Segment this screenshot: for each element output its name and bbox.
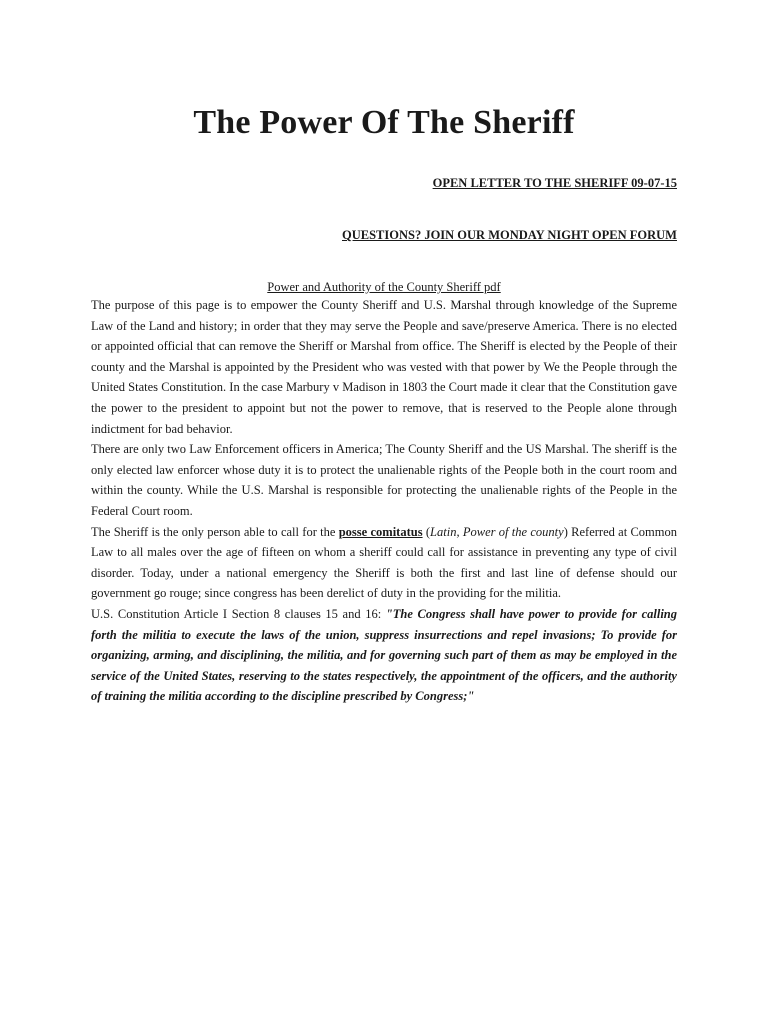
paragraph-law-enforcement: There are only two Law Enforcement officers in America; The County Sheriff and the US Marshal. The sheriff is the only elected law enforcer whose duty it is to protect the unalienable rights of the People both in the court room and within the county. While the U.S. Marshal is responsible for protecting the unalienable rights of the People in the Federal Court room. — [91, 442, 677, 518]
sheriff-pdf-link[interactable]: Power and Authority of the County Sheriff pdf — [267, 280, 501, 294]
constitution-citation: U.S. Constitution Article I Section 8 clauses 15 and 16: — [91, 606, 386, 621]
constitution-quote: "The Congress shall have power to provide for calling forth the militia to execute the laws of the union, suppress insurrections and repel invasions; To provide for organizing, arming, and disciplining, the militia, and for governing such part of them as may be employed in the service of the United States, reserving to the states respectively, the appointment of the officers, and the authority of training the militia according to the discipline prescribed by Congress;" — [91, 606, 677, 704]
paragraph-posse-comitatus — [91, 522, 677, 604]
page-title: The Power Of The Sheriff — [193, 104, 575, 141]
open-letter-link[interactable]: OPEN LETTER TO THE SHERIFF 09-07-15 — [432, 176, 677, 190]
paragraph-text: ( — [422, 524, 431, 539]
paragraph-text: The Sheriff is the only person able to call for the — [91, 524, 339, 539]
paragraph-text: ) Referred at Common Law to all males over the age of fifteen on whom a sheriff could call for assistance in preventing any type of civil disorder. Today, under a national emergency the Sheriff is both the first and last line of defense should our government go rouge; since congress has been derelict of duty in the providing for the militia. — [91, 524, 677, 601]
paragraph-constitution — [91, 604, 677, 707]
paragraph-purpose: The purpose of this page is to empower the County Sheriff and U.S. Marshal through knowledge of the Supreme Law of the Land and history; in order that they may serve the People and save/preserve America. There is no elected or appointed official that can remove the Sheriff or Marshal from office. The Sheriff is elected by the People of their county and the Marshal is appointed by the President who was vested with that power by We the People through the United States Constitution. In the case Marbury v Madison in 1803 the Court made it clear that the Constitution gave the power to the president to appoint but not the power to remove, that is reserved to the People alone through indictment for bad behavior. — [91, 298, 677, 436]
open-forum-link[interactable]: QUESTIONS? JOIN OUR MONDAY NIGHT OPEN FORUM — [342, 228, 677, 242]
latin-translation: Latin, Power of the county — [430, 524, 564, 539]
posse-comitatus-term: posse comitatus — [338, 524, 423, 539]
